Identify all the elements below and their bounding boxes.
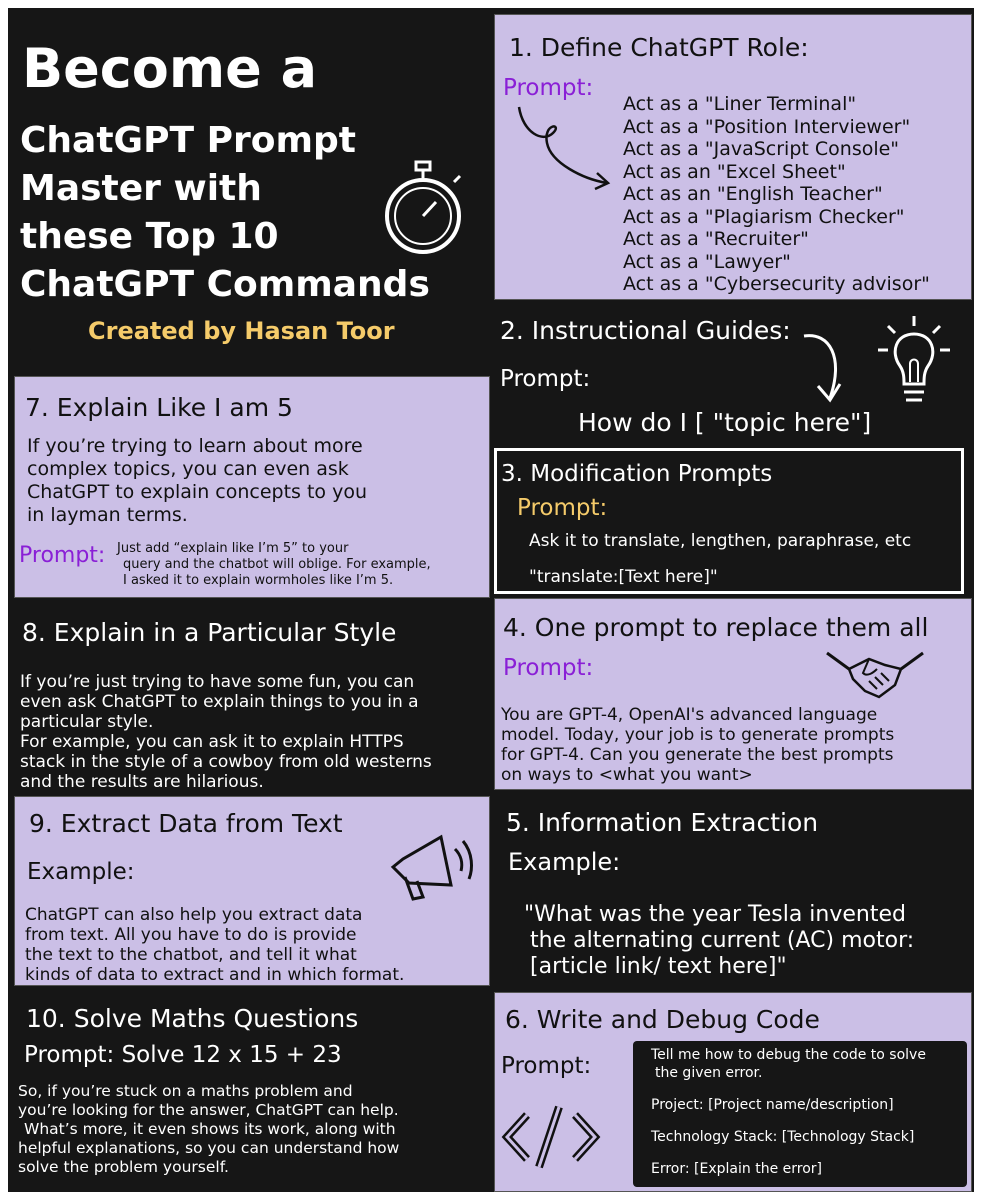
section-4-line: model. Today, your job is to generate prompts <box>501 725 895 745</box>
section-5-example-label: Example: <box>508 848 621 876</box>
code-line: Project: [Project name/description] <box>651 1097 894 1113</box>
section-4-prompt-label: Prompt: <box>503 655 594 681</box>
section-4-body <box>501 705 894 785</box>
section-6-title: 6. Write and Debug Code <box>505 1005 820 1034</box>
section-9-panel <box>14 796 490 986</box>
role-item: Act as a "Position Interviewer" <box>623 115 911 138</box>
code-line: Tell me how to debug the code to solve <box>651 1047 926 1063</box>
section-1-panel <box>494 14 972 300</box>
role-item: Act as a "Plagiarism Checker" <box>623 205 905 228</box>
section-7-prompt-label: Prompt: <box>19 543 106 568</box>
section-2-title: 2. Instructional Guides: <box>500 316 791 345</box>
hero-panel <box>8 8 492 368</box>
section-6-code-box <box>633 1041 967 1187</box>
hero-title-line2: ChatGPT Prompt <box>20 120 356 161</box>
section-8-line: For example, you can ask it to explain HTTPS <box>20 732 404 752</box>
section-8-line: and the results are hilarious. <box>20 772 264 792</box>
section-4-title: 4. One prompt to replace them all <box>503 613 929 642</box>
section-10-prompt: Prompt: Solve 12 x 15 + 23 <box>24 1042 342 1068</box>
section-10-line: helpful explanations, so you can understand how <box>18 1139 400 1157</box>
section-7-prompt-line: I asked it to explain wormholes like I’m 5. <box>123 573 394 588</box>
role-item: Act as an "Excel Sheet" <box>623 160 846 183</box>
section-9-line: from text. All you have to do is provide <box>25 925 357 945</box>
section-9-line: the text to the chatbot, and tell it what <box>25 945 357 965</box>
section-4-line: You are GPT-4, OpenAI's advanced language <box>501 705 878 725</box>
section-9-line: kinds of data to extract and in which format. <box>25 965 405 985</box>
role-item: Act as a "Recruiter" <box>623 228 809 250</box>
section-5-body <box>524 902 914 980</box>
code-line: Technology Stack: [Technology Stack] <box>651 1129 915 1145</box>
role-item: Act as an "English Teacher" <box>623 183 883 205</box>
section-10-title: 10. Solve Maths Questions <box>26 1004 359 1033</box>
section-8-line: even ask ChatGPT to explain things to you in a <box>20 692 419 712</box>
role-item: Act as a "JavaScript Console" <box>623 138 900 160</box>
section-7-line: in layman terms. <box>27 504 188 526</box>
section-2-panel <box>494 302 972 446</box>
section-4-panel <box>494 598 972 790</box>
section-1-role-list <box>623 93 930 296</box>
section-7-line: complex topics, you can even ask <box>27 458 349 480</box>
role-item: Act as a "Liner Terminal" <box>623 93 857 115</box>
section-6-panel <box>494 992 972 1192</box>
section-8-line: stack in the style of a cowboy from old westerns <box>20 752 432 772</box>
section-4-line: on ways to <what you want> <box>501 765 753 785</box>
section-7-title: 7. Explain Like I am 5 <box>25 393 293 422</box>
section-2-prompt-label: Prompt: <box>500 366 591 392</box>
section-4-line: for GPT-4. Can you generate the best prompts <box>501 745 894 765</box>
section-7-prompt-text <box>117 541 431 589</box>
section-3-prompt-label: Prompt: <box>517 495 608 521</box>
section-10-line: So, if you’re stuck on a maths problem and <box>18 1082 353 1100</box>
section-6-prompt-label: Prompt: <box>501 1053 592 1079</box>
section-3-panel <box>494 448 964 594</box>
section-5-line: [article link/ text here]" <box>530 954 787 979</box>
section-7-panel <box>14 376 490 598</box>
code-line: the given error. <box>655 1065 763 1081</box>
hero-title-line3: Master with <box>20 168 262 209</box>
section-9-line: ChatGPT can also help you extract data <box>25 905 363 925</box>
section-3-line2: "translate:[Text here]" <box>529 567 718 587</box>
section-5-panel <box>494 792 972 988</box>
section-10-body <box>18 1082 399 1177</box>
section-8-panel <box>8 600 492 790</box>
section-8-title: 8. Explain in a Particular Style <box>22 618 397 647</box>
section-1-title: 1. Define ChatGPT Role: <box>509 33 809 62</box>
section-9-example-label: Example: <box>27 859 135 885</box>
section-8-line: particular style. <box>20 712 154 732</box>
section-5-line: "What was the year Tesla invented <box>524 902 906 927</box>
section-3-title: 3. Modification Prompts <box>501 461 773 487</box>
section-1-prompt-label: Prompt: <box>503 75 594 101</box>
section-3-line1: Ask it to translate, lengthen, paraphrase, etc <box>529 531 912 551</box>
hero-title-line1: Become a <box>22 37 318 100</box>
section-9-title: 9. Extract Data from Text <box>29 809 343 838</box>
section-5-title: 5. Information Extraction <box>506 808 819 837</box>
code-line: Error: [Explain the error] <box>651 1161 822 1177</box>
hero-credit: Created by Hasan Toor <box>88 317 395 345</box>
role-item: Act as a "Lawyer" <box>623 250 791 273</box>
section-2-example: How do I [ "topic here"] <box>578 408 872 437</box>
section-5-line: the alternating current (AC) motor: <box>530 928 915 953</box>
hero-title-line5: ChatGPT Commands <box>20 264 430 305</box>
section-10-panel <box>8 990 492 1192</box>
section-10-line: What’s more, it even shows its work, along with <box>24 1120 396 1138</box>
section-8-body <box>20 672 432 792</box>
section-8-line: If you’re just trying to have some fun, you can <box>20 672 415 692</box>
section-7-prompt-line: Just add “explain like I’m 5” to your <box>117 541 349 556</box>
section-7-prompt-line: query and the chatbot will oblige. For example, <box>123 557 431 572</box>
hero-title-line4: these Top 10 <box>20 216 279 257</box>
section-10-line: you’re looking for the answer, ChatGPT can help. <box>18 1101 399 1119</box>
role-item: Act as a "Cybersecurity advisor" <box>623 273 930 295</box>
section-7-line: ChatGPT to explain concepts to you <box>27 481 368 503</box>
section-7-body <box>27 435 367 527</box>
section-9-body <box>25 905 404 985</box>
section-7-line: If you’re trying to learn about more <box>27 435 363 457</box>
section-10-line: solve the problem yourself. <box>18 1158 229 1176</box>
